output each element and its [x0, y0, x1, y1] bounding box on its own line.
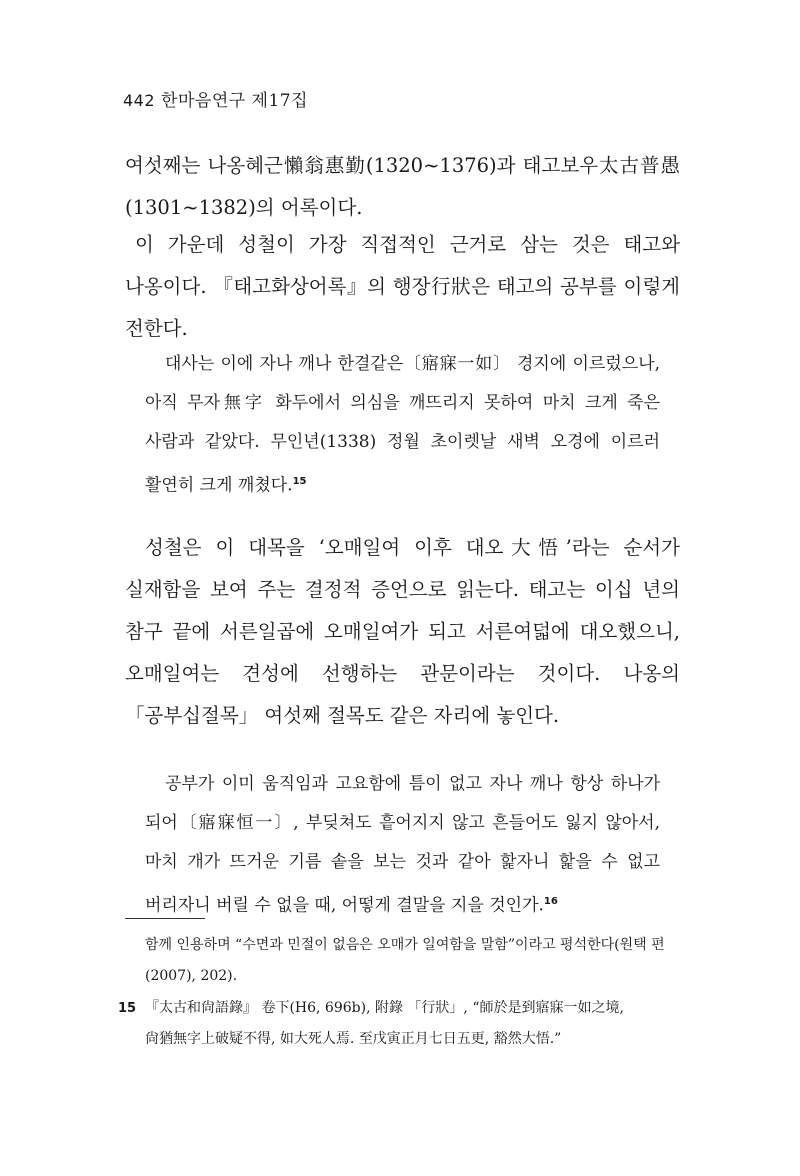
paragraph-3: 성철은 이 대목을 ‘오매일여 이후 대오大悟’라는 순서가 실재함을 보여 주는 결정적 증언으로 읽는다. 태고는 이십 년의 참구 끝에 서른일곱에 오매일여가 되고 서른여덟에 대오했으니, 오매일여는 견성에 선행하는 관문이라는 것이다. 나옹의 「공부십절목」 여섯째 절목도 같은 자리에 놓인다. [125, 536, 680, 727]
paragraph-2: 이 가운데 성철이 가장 직접적인 근거로 삼는 것은 태고와 나옹이다. 『태고화상어록』의 행장行狀은 태고의 공부를 이렇게 전한다. [125, 233, 680, 340]
paragraph-1: 여섯째는 나옹혜근懶翁惠勤(1320~1376)과 태고보우太古普愚(1301~1382)의 어록이다. [125, 154, 680, 219]
footnote-ref-15: 15 [292, 476, 307, 487]
footnote-15 [118, 993, 685, 1055]
page-number: 442 [123, 91, 156, 110]
footnote-15-text: 『太古和尙語錄』 卷下(H6, 696b), 附錄 「行狀」, “師於是到寤寐一如之境, 尙猶無字上破疑不得, 如大死人焉. 至戊寅正月七日五更, 豁然大悟.” [145, 1000, 624, 1047]
footnote-ref-16: 16 [543, 896, 558, 907]
block-quote-1-text: 대사는 이에 자나 깨나 한결같은〔寤寐一如〕 경지에 이르렀으나, 아직 무자無字 화두에서 의심을 깨뜨리지 못하여 마치 크게 죽은 사람과 같았다. 무인년(1338) 정월 초이렛날 새벽 오경에 이르러 활연히 크게 깨쳤다. [145, 354, 660, 496]
journal-title: 한마음연구 제17집 [161, 91, 309, 111]
block-quote-2-text: 공부가 이미 움직임과 고요함에 틈이 없고 자나 깨나 항상 하나가 되어〔寤寐恒一〕, 부딪쳐도 흩어지지 않고 흔들어도 잃지 않아서, 마치 개가 뜨거운 기름 솥을 보는 것과 같아 핥자니 핥을 수 없고 버리자니 버릴 수 없을 때, 어떻게 결말을 지을 것인가. [145, 774, 660, 916]
footnote-separator [125, 918, 205, 919]
running-header [123, 86, 308, 111]
footnote-continued: 함께 인용하며 “수면과 민절이 없음은 오매가 일여함을 말함”이라고 평석한다(원택 편(2007), 202). [145, 937, 665, 984]
block-quote-1 [145, 345, 660, 506]
footnote-15-number: 15 [118, 1001, 137, 1016]
block-quote-2 [145, 765, 660, 926]
